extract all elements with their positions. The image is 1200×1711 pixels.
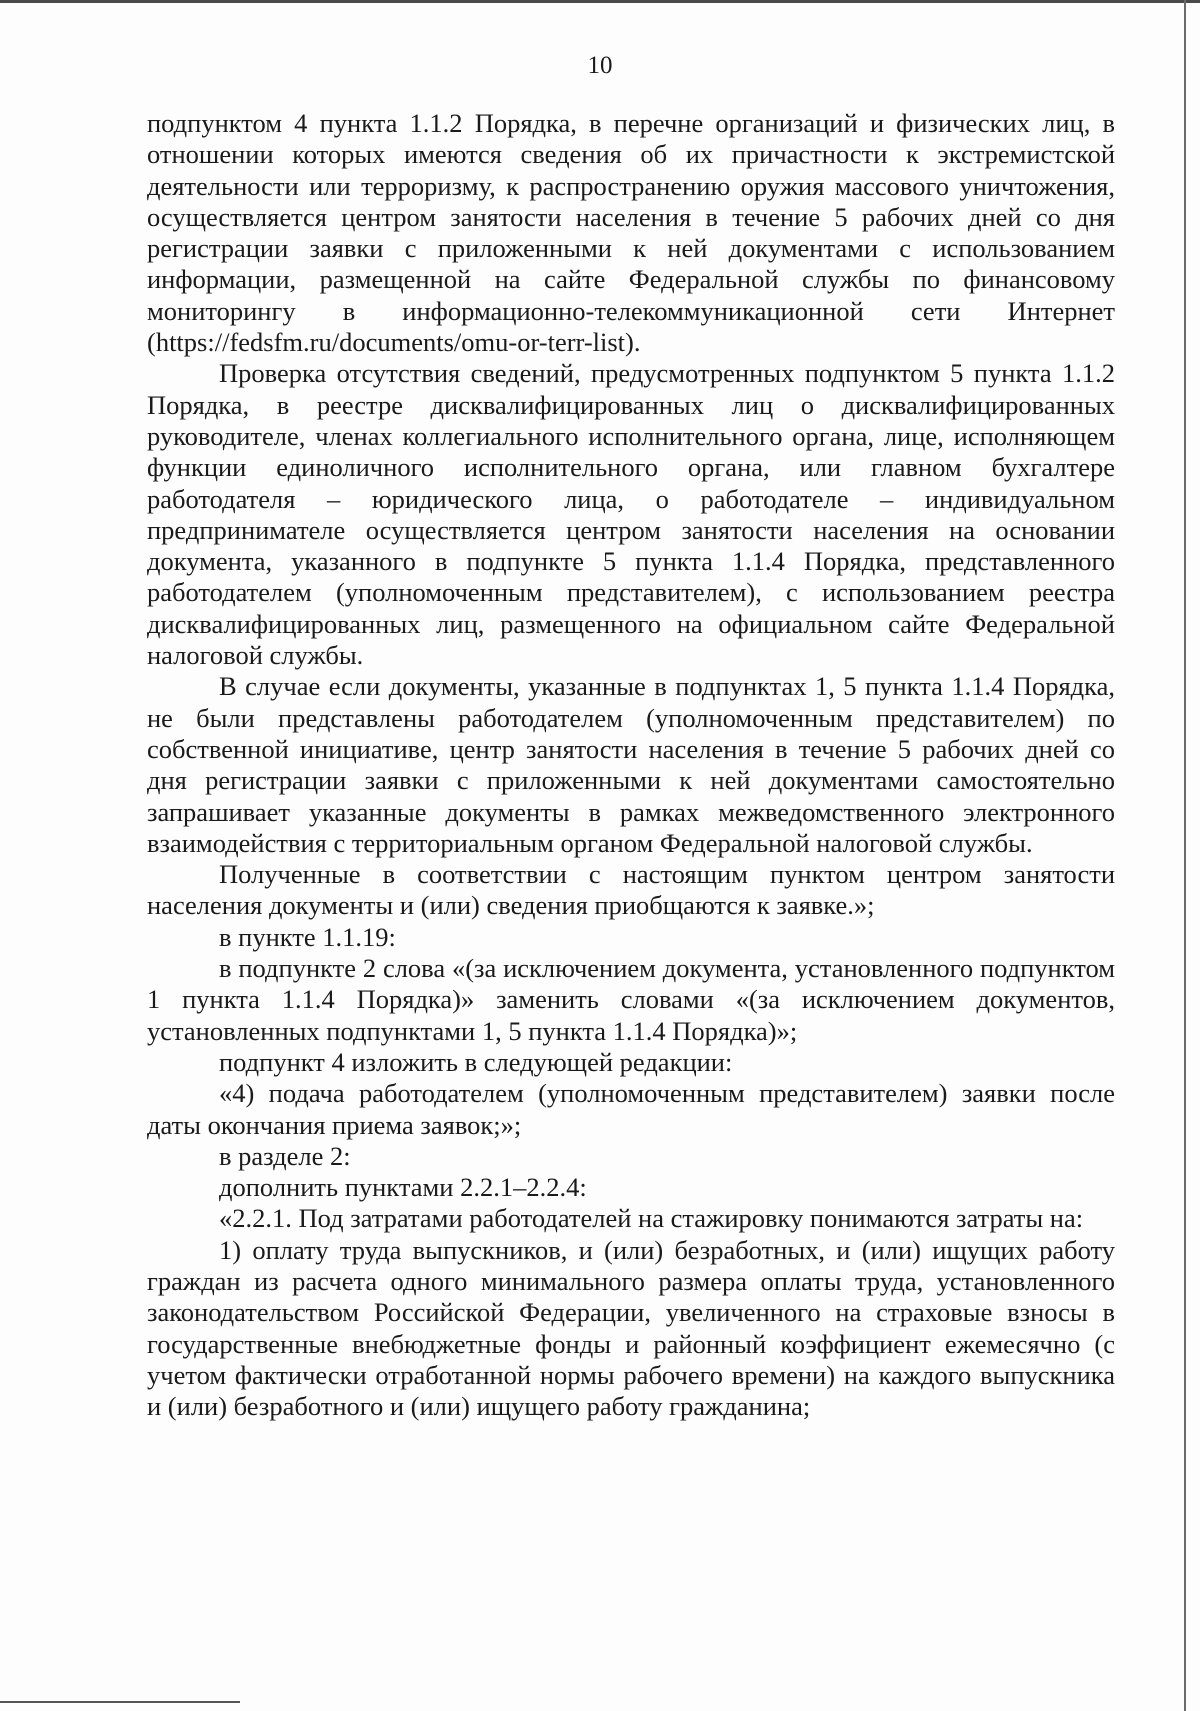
scan-edge-top: [0, 0, 1200, 3]
paragraph-10: дополнить пунктами 2.2.1–2.2.4:: [219, 1172, 587, 1203]
paragraph-2: Проверка отсутствия сведений, предусмотренных подпунктом 5 пункта 1.1.2 Порядка, в реестре дисквалифицированных лиц о дисквалифицированных руководителе, членах коллегиального исполнительного органа, лице, исполняющем функции единоличного исполнительного органа, или главном бухгалтере работодателя – юридического лица, о работодателе – индивидуальном предпринимателе осуществляется центром занятости населения на основании документа, указанного в подпункте 5 пункта 1.1.4 Порядка, представленного работодателем (уполномоченным представителем), с использованием реестра дисквалифицированных лиц, размещенного на официальном сайте Федеральной налоговой службы.: [147, 358, 1115, 671]
paragraph-9: в разделе 2:: [219, 1140, 351, 1171]
paragraph-1: подпунктом 4 пункта 1.1.2 Порядка, в перечне организаций и физических лиц, в отношении которых имеются сведения об их причастности к экстремистской деятельности или терроризму, к распространению оружия массового уничтожения, осуществляется центром занятости населения в течение 5 рабочих дней со дня регистрации заявки с приложенными к ней документами с использованием информации, размещенной на сайте Федеральной службы по финансовому мониторингу в информационно-телекоммуникационной сети Интернет (https://fedsfm.ru/documents/omu-or-terr-list).: [147, 108, 1115, 358]
scan-edge-bottom: [0, 1701, 240, 1703]
paragraph-8: «4) подача работодателем (уполномоченным представителем) заявки после даты окончания приема заявок;»;: [147, 1078, 1115, 1140]
document-body: [147, 108, 1115, 1422]
paragraph-7: подпункт 4 изложить в следующей редакции:: [219, 1046, 733, 1077]
paragraph-6: в подпункте 2 слова «(за исключением документа, установленного подпунктом 1 пункта 1.1.4 Порядка)» заменить словами «(за исключением документов, установленных подпунктами 1, 5 пункта 1.1.4 Порядка)»;: [147, 953, 1115, 1046]
page-number: 10: [587, 52, 613, 79]
paragraph-4: Полученные в соответствии с настоящим пунктом центром занятости населения документы и (или) сведения приобщаются к заявке.»;: [147, 859, 1115, 921]
paragraph-11: «2.2.1. Под затратами работодателей на стажировку понимаются затраты на:: [219, 1203, 1084, 1234]
paragraph-12: 1) оплату труда выпускников, и (или) безработных, и (или) ищущих работу граждан из расчета одного минимального размера оплаты труда, установленного законодательством Российской Федерации, увеличенного на страховые взносы в государственные внебюджетные фонды и районный коэффициент ежемесячно (с учетом фактически отработанной нормы рабочего времени) на каждого выпускника и (или) безработного и (или) ищущего работу гражданина;: [147, 1234, 1115, 1422]
paragraph-5: в пункте 1.1.19:: [219, 921, 396, 952]
paragraph-3: В случае если документы, указанные в подпунктах 1, 5 пункта 1.1.4 Порядка, не были представлены работодателем (уполномоченным представителем) по собственной инициативе, центр занятости населения в течение 5 рабочих дней со дня регистрации заявки с приложенными к ней документами самостоятельно запрашивает указанные документы в рамках межведомственного электронного взаимодействия с территориальным органом Федеральной налоговой службы.: [147, 671, 1115, 858]
scan-edge-right: [1184, 0, 1186, 1711]
